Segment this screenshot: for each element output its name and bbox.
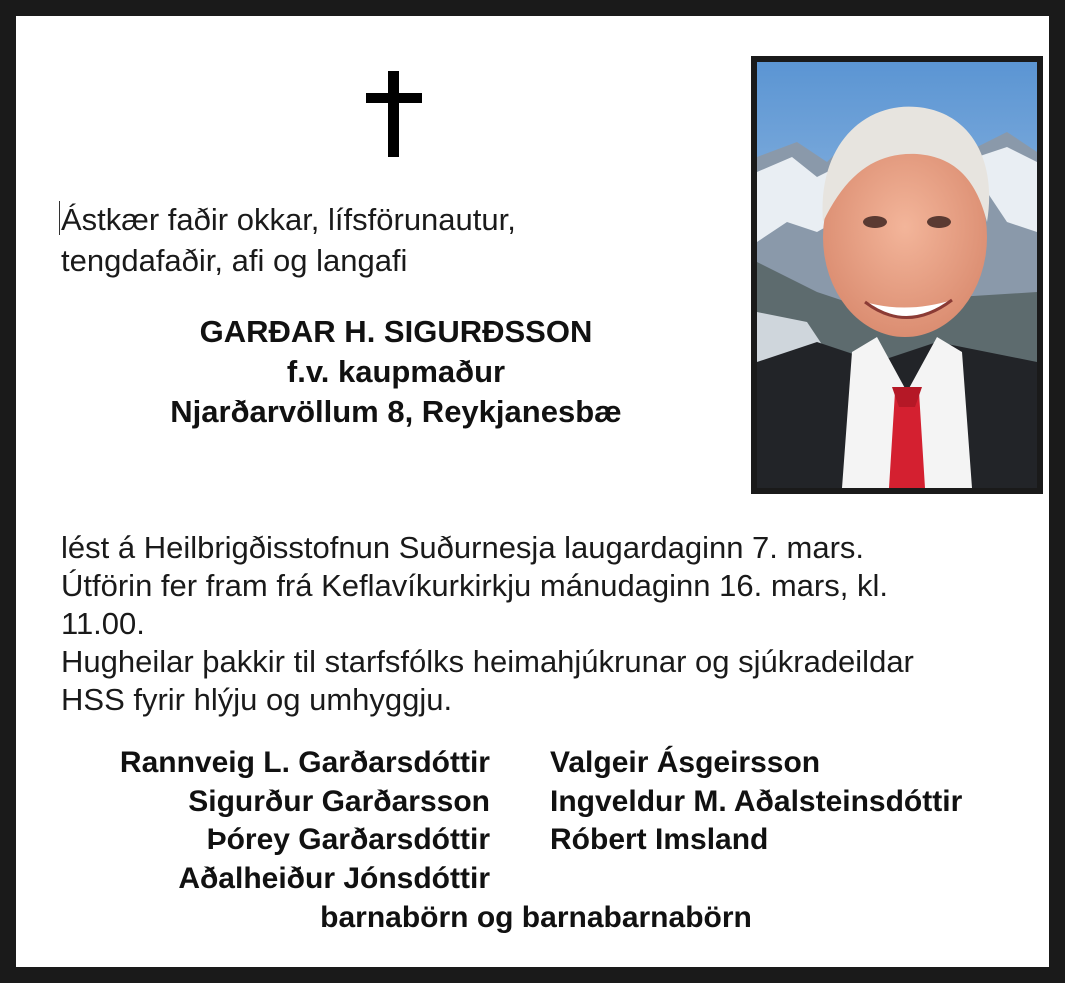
signature-right: Róbert Imsland	[550, 823, 769, 856]
signature-left: Þórey Garðarsdóttir	[206, 823, 490, 856]
deceased-address: Njarðarvöllum 8, Reykjanesbæ	[170, 394, 622, 429]
signature-left: Sigurður Garðarsson	[188, 785, 490, 818]
body-line: Hugheilar þakkir til starfsfólks heimahjúkrunar og sjúkradeildar	[61, 644, 914, 679]
intro-line: Ástkær faðir okkar, lífsförunautur,	[61, 202, 516, 237]
signature-right: Valgeir Ásgeirsson	[550, 746, 821, 779]
body-line: lést á Heilbrigðisstofnun Suðurnesja laugardaginn 7. mars.	[61, 530, 865, 565]
deceased-block	[76, 312, 716, 432]
body-line: HSS fyrir hlýju og umhyggju.	[61, 682, 453, 717]
signature-left: Aðalheiður Jónsdóttir	[178, 862, 490, 895]
portrait-photo	[751, 56, 1043, 494]
intro-line: tengdafaðir, afi og langafi	[61, 243, 408, 278]
body-line: Útförin fer fram frá Keflavíkurkirkju mánudaginn 16. mars, kl.	[61, 568, 888, 603]
deceased-occupation: f.v. kaupmaður	[286, 354, 506, 389]
deceased-name: GARÐAR H. SIGURÐSSON	[199, 314, 593, 349]
text-cursor	[59, 201, 60, 235]
signature-final: barnabörn og barnabarnabörn	[320, 901, 752, 934]
notice-body	[61, 529, 1051, 719]
signature-left: Rannveig L. Garðarsdóttir	[119, 746, 490, 779]
cross-icon	[366, 71, 422, 157]
signature-right: Ingveldur M. Aðalsteinsdóttir	[550, 785, 963, 818]
intro-text	[61, 199, 701, 281]
body-line: 11.00.	[61, 606, 145, 641]
